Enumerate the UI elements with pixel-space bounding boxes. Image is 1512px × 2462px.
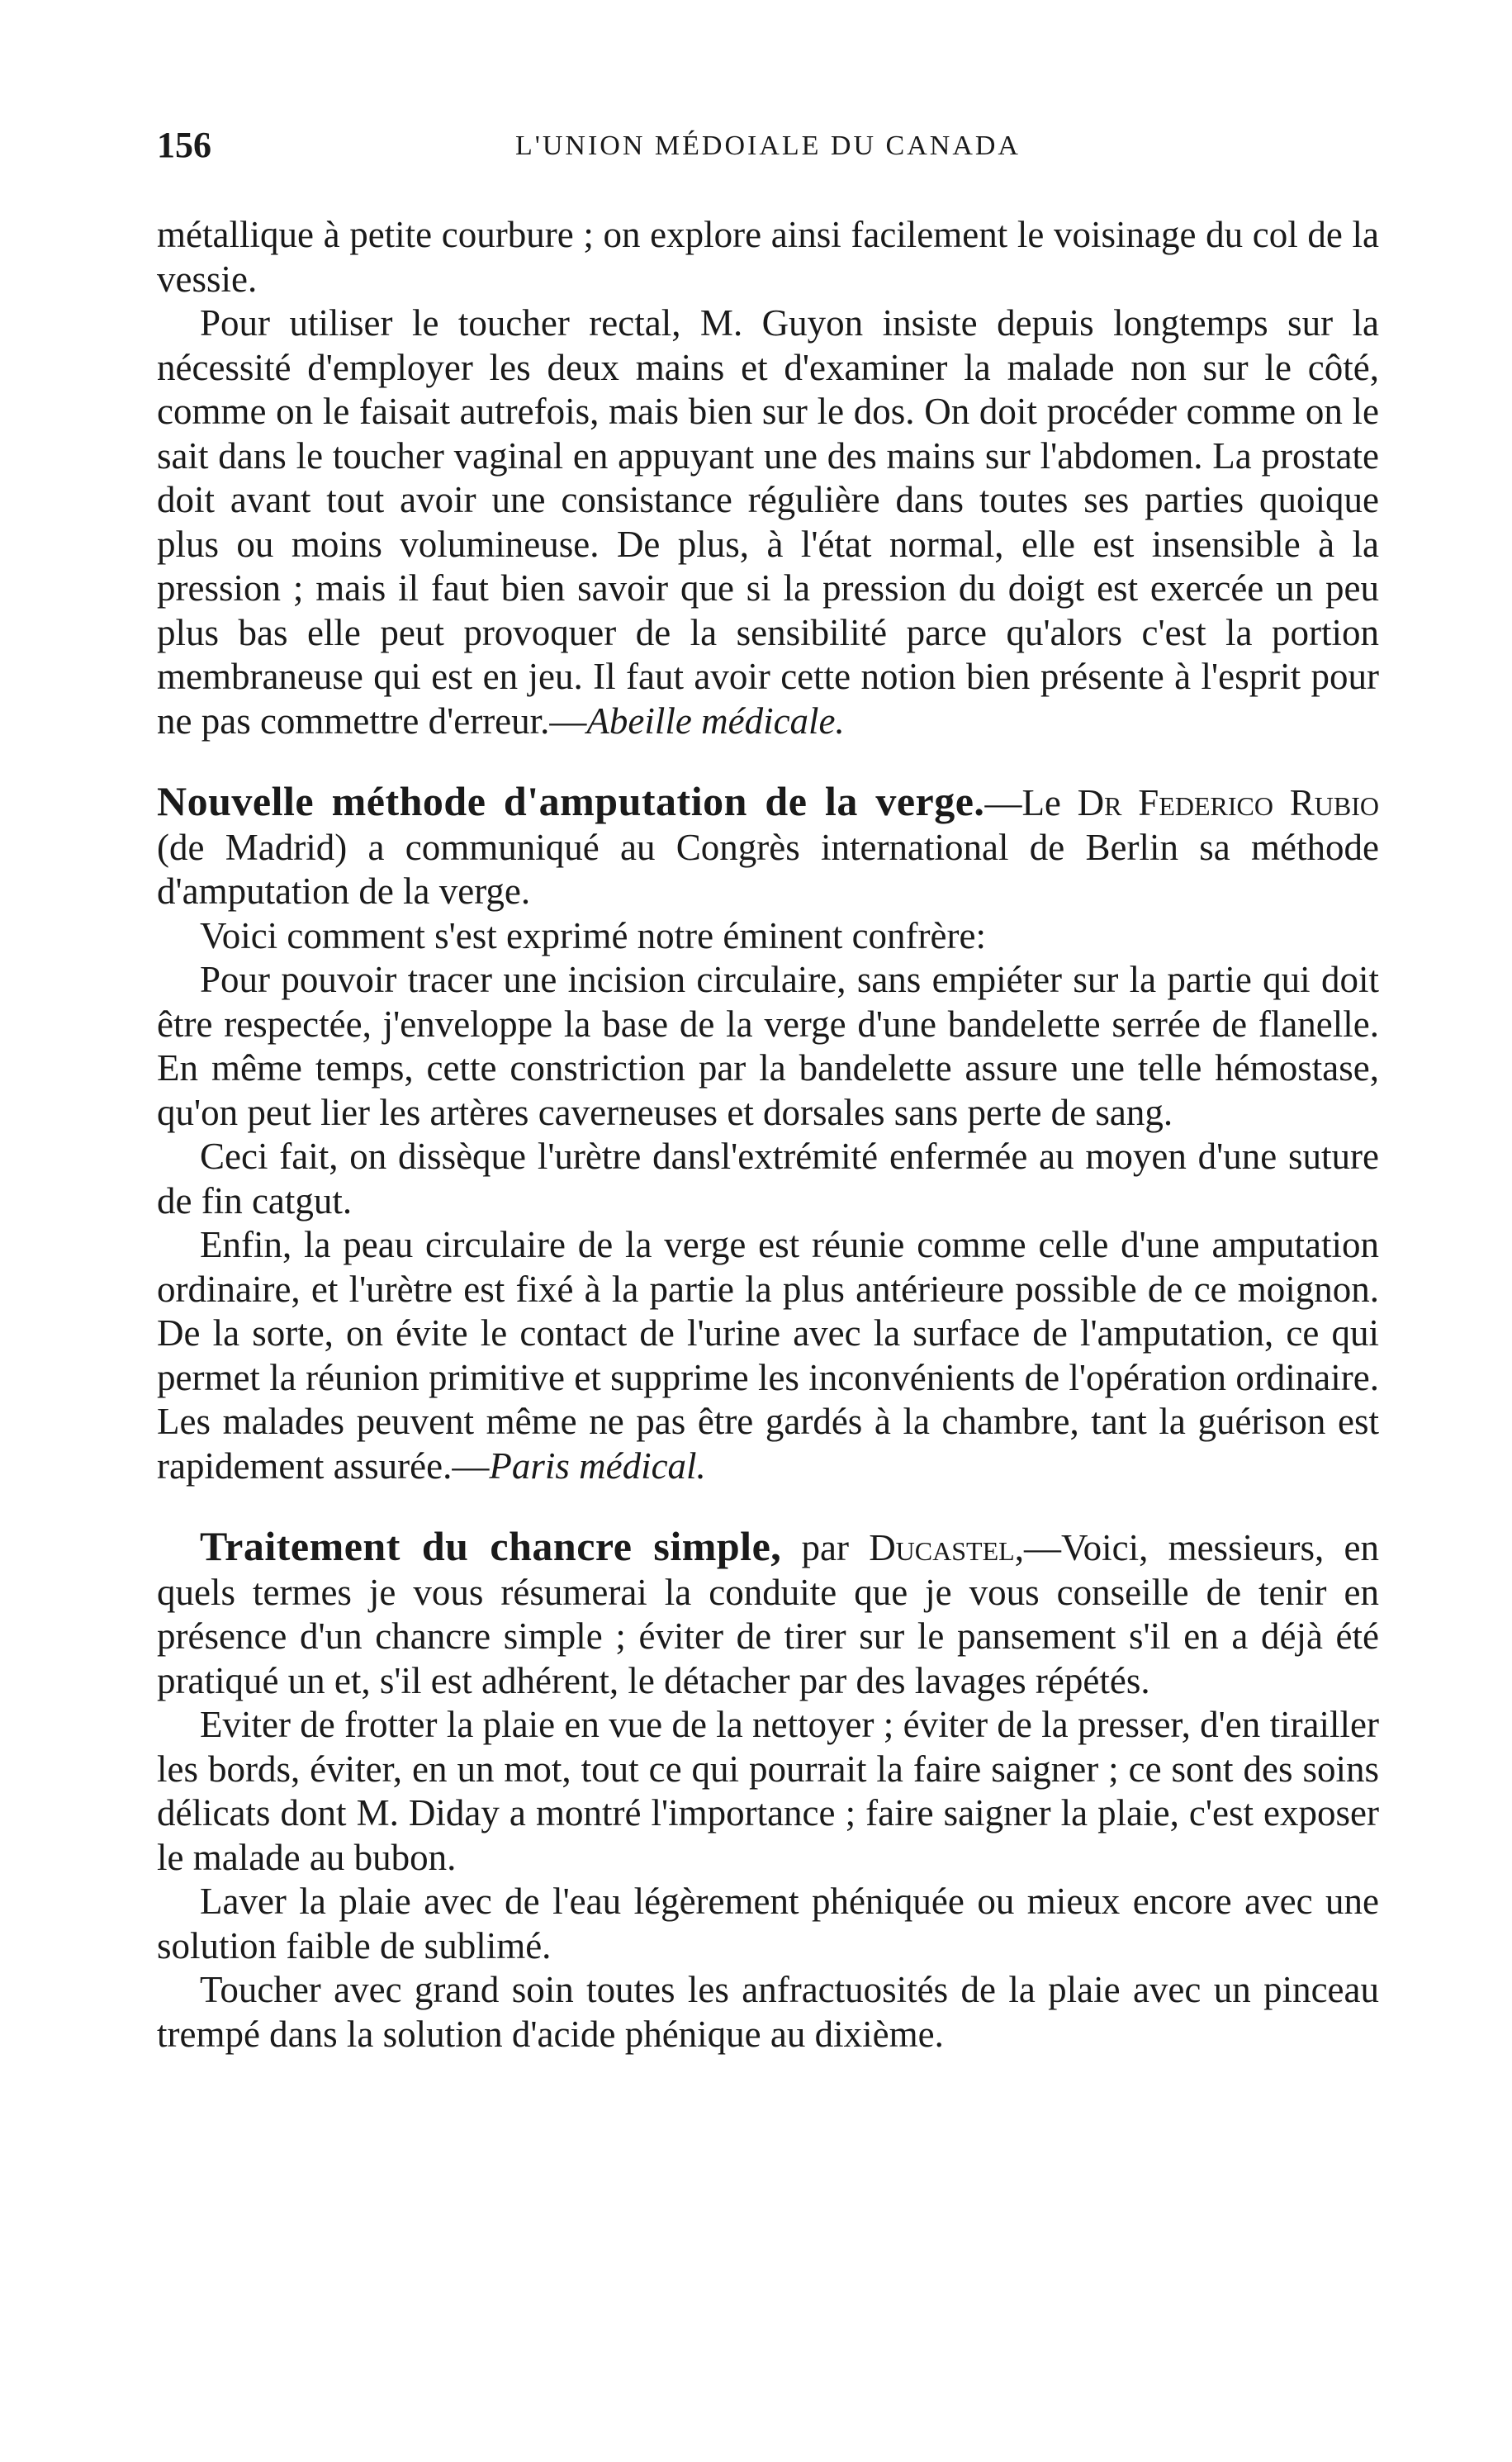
article1-paragraph-1 <box>157 213 1379 301</box>
article2-paragraph-3: Pour pouvoir tracer une incision circulaire, sans empiéter sur la partie qui doit être respectée, j'enveloppe la base de la verge d'une bandelette serrée de flanelle. En même temps, cette constriction par la bandelette assure une telle hémostase, qu'on peut lier les artères caverneuses et dorsales sans perte de sang. <box>157 959 1379 1133</box>
article3-paragraph-4: Toucher avec grand soin toutes les anfractuosités de la plaie avec un pinceau trempé dans la solution d'acide phénique au dixième. <box>157 1969 1379 2055</box>
article3-author: Ducastel <box>869 1527 1015 1568</box>
article3-heading: Traitement du chancre simple, <box>200 1523 782 1569</box>
article3-intro <box>157 1525 1379 1703</box>
article2-paragraph-5 <box>157 1223 1379 1488</box>
article2-paragraph-5-text: Enfin, la peau circulaire de la verge est réunie comme celle d'une amputation ordinaire, et l'urètre est fixé à la partie la plus antérieure possible de ce moignon. De la sorte, on évite le contact de l'urine avec la surface de l'amputation, ce qui permet la réunion primitive et supprime les inconvénients de l'opération ordinaire. Les malades peuvent même ne pas être gardés à la chambre, tant la guérison est rapidement assurée.— <box>157 1224 1379 1487</box>
article2-paragraph-2: Voici comment s'est exprimé notre éminent confrère: <box>200 914 986 956</box>
journal-title: L'UNION MÉDOIALE DU CANADA <box>514 130 1021 161</box>
article3-intro-after-author: ,—Voici, messieurs, en quels termes je vous résumerai la conduite que je vous conseille de tenir en présence d'un chancre simple ; éviter de tirer sur le pansement s'il en a déjà été pratiqué un et, s'il est adhérent, le détacher par des lavages répétés. <box>157 1527 1380 1701</box>
article3-by: par <box>781 1527 870 1568</box>
article1-paragraph-2 <box>157 301 1379 743</box>
article2-author: Dr Federico Rubio <box>1077 782 1379 823</box>
article1-paragraph-1-text: métallique à petite courbure ; on explore ainsi facilement le voisinage du col de la vessie. <box>157 214 1379 300</box>
article3-paragraph-2: Eviter de frotter la plaie en vue de la nettoyer ; éviter de la presser, d'en tirailler les bords, éviter, en un mot, tout ce qui pourrait la faire saigner ; ce sont des soins délicats dont M. Diday a montré l'importance ; faire saigner la plaie, c'est exposer le malade au bubon. <box>157 1704 1379 1878</box>
article1-source: Abeille médicale. <box>586 700 845 742</box>
article2-heading: Nouvelle méthode d'amputation de la verge. <box>157 778 985 824</box>
article1-paragraph-2-text: Pour utiliser le toucher rectal, M. Guyon insiste depuis longtemps sur la nécessité d'employer les deux mains et d'examiner la malade non sur le côté, comme on le faisait autrefois, mais bien sur le dos. On doit procéder comme on le sait dans le toucher vaginal en appuyant une des mains sur l'abdomen. La prostate doit avant tout avoir une consistance régulière dans toutes ses parties quoique plus ou moins volumineuse. De plus, à l'état normal, elle est insensible à la pression ; mais il faut bien savoir que si la pression du doigt est exercée un peu plus bas elle peut provoquer de la sensibilité parce qu'alors c'est la portion membraneuse qui est en jeu. Il faut avoir cette notion bien présente à l'esprit pour ne pas commettre d'erreur.— <box>157 302 1379 742</box>
page <box>157 124 1379 2056</box>
article3-paragraph-3: Laver la plaie avec de l'eau légèrement phéniquée ou mieux encore avec une solution faible de sublimé. <box>157 1881 1379 1966</box>
running-head <box>157 124 1379 182</box>
article2-source: Paris médical. <box>489 1444 706 1487</box>
article2-intro-after-author: (de Madrid) a communiqué au Congrès international de Berlin sa méthode d'amputation de la verge. <box>157 826 1379 912</box>
article2-paragraph-4: Ceci fait, on dissèque l'urètre dansl'extrémité enfermée au moyen d'une suture de fin catgut. <box>157 1136 1379 1222</box>
article2-intro-before-author: —Le <box>984 782 1078 823</box>
article2-intro <box>157 780 1379 914</box>
page-number: 156 <box>157 125 211 165</box>
